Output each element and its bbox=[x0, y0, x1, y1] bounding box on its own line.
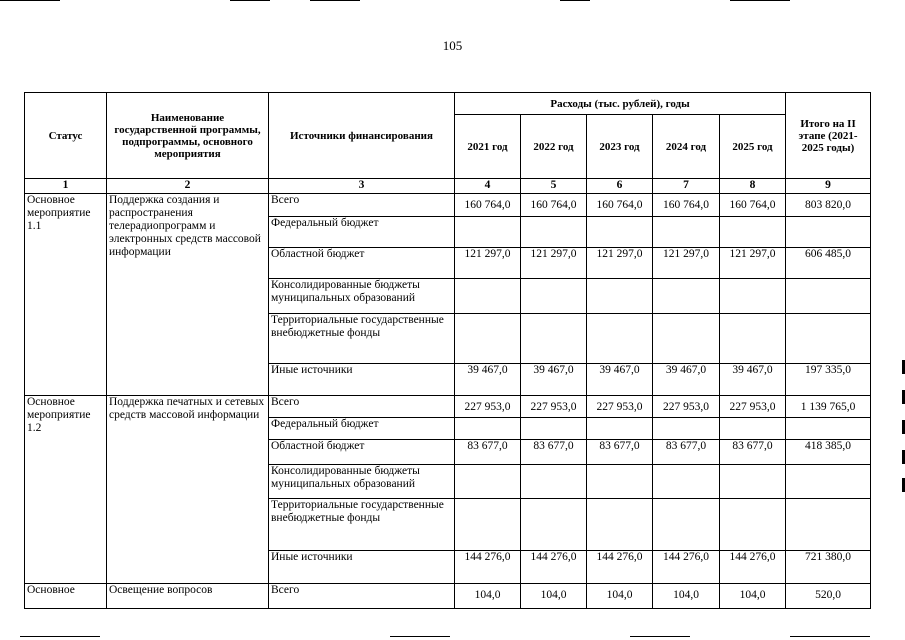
value-cell: 83 677,0 bbox=[720, 440, 786, 465]
total-cell: 721 380,0 bbox=[786, 551, 871, 584]
header-total: Итого на II этапе (2021-2025 годы) bbox=[786, 93, 871, 179]
value-cell: 227 953,0 bbox=[653, 396, 720, 418]
value-cell bbox=[587, 465, 653, 499]
column-number: 8 bbox=[720, 179, 786, 194]
value-cell bbox=[455, 499, 521, 551]
total-cell bbox=[786, 279, 871, 314]
measure-status: Основное bbox=[25, 584, 107, 609]
value-cell: 83 677,0 bbox=[653, 440, 720, 465]
header-sources: Источники финансирования bbox=[269, 93, 455, 179]
measure-name: Поддержка печатных и сетевых средств массовой информации bbox=[107, 396, 269, 584]
value-cell: 144 276,0 bbox=[720, 551, 786, 584]
value-cell bbox=[653, 465, 720, 499]
value-cell bbox=[720, 217, 786, 248]
value-cell: 121 297,0 bbox=[720, 248, 786, 279]
value-cell bbox=[720, 279, 786, 314]
value-cell: 144 276,0 bbox=[587, 551, 653, 584]
value-cell: 39 467,0 bbox=[455, 364, 521, 396]
measure-name: Поддержка создания и распространения телерадиопрограмм и электронных средств массовой информации bbox=[107, 194, 269, 396]
source-label: Консолидированные бюджеты муниципальных образований bbox=[269, 465, 455, 499]
value-cell bbox=[455, 217, 521, 248]
value-cell: 227 953,0 bbox=[455, 396, 521, 418]
scan-edge-marks bbox=[901, 360, 905, 500]
value-cell: 83 677,0 bbox=[455, 440, 521, 465]
value-cell bbox=[455, 465, 521, 499]
total-cell bbox=[786, 217, 871, 248]
page-number: 105 bbox=[442, 38, 463, 53]
value-cell bbox=[587, 418, 653, 440]
value-cell: 104,0 bbox=[587, 584, 653, 609]
value-cell: 160 764,0 bbox=[587, 194, 653, 217]
value-cell bbox=[653, 499, 720, 551]
value-cell bbox=[720, 465, 786, 499]
source-label: Федеральный бюджет bbox=[269, 217, 455, 248]
value-cell: 160 764,0 bbox=[720, 194, 786, 217]
source-label: Всего bbox=[269, 194, 455, 217]
value-cell bbox=[521, 465, 587, 499]
value-cell: 160 764,0 bbox=[653, 194, 720, 217]
column-number: 7 bbox=[653, 179, 720, 194]
value-cell bbox=[587, 217, 653, 248]
value-cell bbox=[653, 418, 720, 440]
value-cell bbox=[521, 217, 587, 248]
column-numbers-row bbox=[25, 179, 871, 194]
value-cell: 144 276,0 bbox=[455, 551, 521, 584]
header-year: 2023 год bbox=[587, 115, 653, 179]
source-label: Федеральный бюджет bbox=[269, 418, 455, 440]
value-cell: 121 297,0 bbox=[653, 248, 720, 279]
value-cell bbox=[587, 314, 653, 364]
scan-bottom-marks bbox=[0, 632, 905, 640]
value-cell: 39 467,0 bbox=[521, 364, 587, 396]
value-cell: 144 276,0 bbox=[521, 551, 587, 584]
column-number: 2 bbox=[107, 179, 269, 194]
value-cell: 227 953,0 bbox=[521, 396, 587, 418]
value-cell: 83 677,0 bbox=[587, 440, 653, 465]
value-cell bbox=[521, 499, 587, 551]
value-cell: 104,0 bbox=[521, 584, 587, 609]
value-cell bbox=[720, 314, 786, 364]
header-year: 2022 год bbox=[521, 115, 587, 179]
value-cell: 121 297,0 bbox=[587, 248, 653, 279]
total-cell bbox=[786, 314, 871, 364]
value-cell: 227 953,0 bbox=[720, 396, 786, 418]
header-year: 2021 год bbox=[455, 115, 521, 179]
total-cell: 1 139 765,0 bbox=[786, 396, 871, 418]
value-cell: 104,0 bbox=[653, 584, 720, 609]
table-row bbox=[25, 584, 871, 609]
value-cell bbox=[521, 279, 587, 314]
source-label: Консолидированные бюджеты муниципальных образований bbox=[269, 279, 455, 314]
header-name: Наименование государственной программы, подпрограммы, основного мероприятия bbox=[107, 93, 269, 179]
total-cell: 606 485,0 bbox=[786, 248, 871, 279]
value-cell bbox=[455, 279, 521, 314]
source-label: Всего bbox=[269, 396, 455, 418]
total-cell: 803 820,0 bbox=[786, 194, 871, 217]
source-label: Областной бюджет bbox=[269, 248, 455, 279]
source-label: Иные источники bbox=[269, 364, 455, 396]
column-number: 6 bbox=[587, 179, 653, 194]
column-number: 1 bbox=[25, 179, 107, 194]
table-row bbox=[25, 194, 871, 217]
value-cell bbox=[720, 499, 786, 551]
value-cell bbox=[521, 418, 587, 440]
value-cell: 39 467,0 bbox=[587, 364, 653, 396]
column-number: 5 bbox=[521, 179, 587, 194]
source-label: Территориальные государственные внебюджетные фонды bbox=[269, 314, 455, 364]
value-cell bbox=[653, 314, 720, 364]
column-number: 4 bbox=[455, 179, 521, 194]
source-label: Областной бюджет bbox=[269, 440, 455, 465]
measure-status: Основное мероприятие 1.2 bbox=[25, 396, 107, 584]
value-cell bbox=[521, 314, 587, 364]
value-cell bbox=[587, 499, 653, 551]
value-cell bbox=[455, 418, 521, 440]
value-cell bbox=[653, 279, 720, 314]
measure-name: Освещение вопросов bbox=[107, 584, 269, 609]
value-cell: 104,0 bbox=[720, 584, 786, 609]
value-cell: 160 764,0 bbox=[521, 194, 587, 217]
total-cell bbox=[786, 418, 871, 440]
value-cell: 83 677,0 bbox=[521, 440, 587, 465]
scan-top-marks bbox=[0, 0, 905, 3]
value-cell: 104,0 bbox=[455, 584, 521, 609]
value-cell: 39 467,0 bbox=[653, 364, 720, 396]
total-cell: 418 385,0 bbox=[786, 440, 871, 465]
header-expenses: Расходы (тыс. рублей), годы bbox=[455, 93, 786, 115]
value-cell: 160 764,0 bbox=[455, 194, 521, 217]
source-label: Всего bbox=[269, 584, 455, 609]
header-status: Статус bbox=[25, 93, 107, 179]
measure-status: Основное мероприятие 1.1 bbox=[25, 194, 107, 396]
value-cell bbox=[653, 217, 720, 248]
value-cell: 121 297,0 bbox=[455, 248, 521, 279]
value-cell: 144 276,0 bbox=[653, 551, 720, 584]
budget-table bbox=[24, 92, 871, 609]
source-label: Иные источники bbox=[269, 551, 455, 584]
header-year: 2024 год bbox=[653, 115, 720, 179]
column-number: 3 bbox=[269, 179, 455, 194]
value-cell bbox=[720, 418, 786, 440]
value-cell bbox=[455, 314, 521, 364]
source-label: Территориальные государственные внебюджетные фонды bbox=[269, 499, 455, 551]
value-cell: 39 467,0 bbox=[720, 364, 786, 396]
value-cell: 227 953,0 bbox=[587, 396, 653, 418]
value-cell bbox=[587, 279, 653, 314]
total-cell: 520,0 bbox=[786, 584, 871, 609]
table-row bbox=[25, 396, 871, 418]
column-number: 9 bbox=[786, 179, 871, 194]
value-cell: 121 297,0 bbox=[521, 248, 587, 279]
total-cell bbox=[786, 499, 871, 551]
header-year: 2025 год bbox=[720, 115, 786, 179]
total-cell bbox=[786, 465, 871, 499]
total-cell: 197 335,0 bbox=[786, 364, 871, 396]
